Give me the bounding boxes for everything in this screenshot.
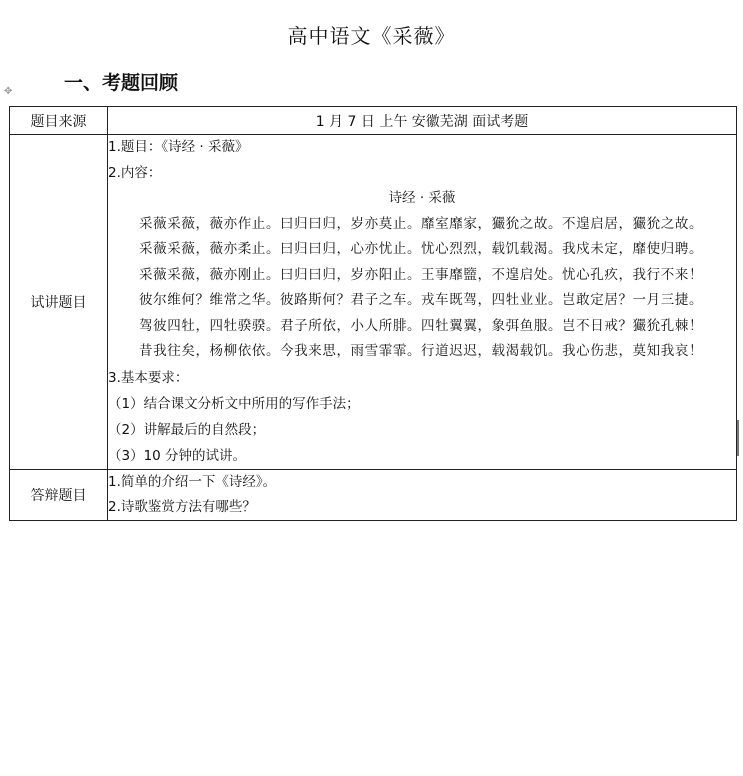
requirement-item: （3）10 分钟的试讲。 [108, 447, 247, 464]
debate-label: 答辩题目 [10, 469, 108, 520]
exam-table [9, 106, 737, 521]
requirement-item: （1）结合课文分析文中所用的写作手法； [108, 395, 360, 412]
debate-question: 1.简单的介绍一下《诗经》。 [108, 473, 277, 490]
scroll-marker [737, 420, 739, 456]
section-heading: 一、考题回顾 [64, 72, 179, 94]
trial-label: 试讲题目 [10, 135, 108, 470]
poem-stanza: 采薇采薇，薇亦作止。曰归曰归，岁亦莫止。靡室靡家，玁狁之故。不遑启居，玁狁之故。 [139, 215, 704, 232]
document-title: 高中语文《采薇》 [287, 24, 456, 48]
poem-stanza: 驾彼四牡，四牡骙骙。君子所依，小人所腓。四牡翼翼，象弭鱼服。岂不日戒？玁狁孔棘！ [139, 317, 704, 334]
requirements-heading: 3.基本要求： [108, 369, 189, 386]
topic-line: 1.题目：《诗经 · 采薇》 [108, 139, 249, 155]
debate-content [108, 469, 737, 520]
poem-stanza: 采薇采薇，薇亦刚止。曰归曰归，岁亦阳止。王事靡盬，不遑启处。忧心孔疚，我行不来！ [139, 266, 704, 283]
poem-stanza: 采薇采薇，薇亦柔止。曰归曰归，心亦忧止。忧心烈烈，载饥载渴。我戍未定，靡使归聘。 [139, 241, 704, 257]
poem-stanza: 昔我往矣，杨柳依依。今我来思，雨雪霏霏。行道迟迟，载渴载饥。我心伤悲，莫知我哀！ [139, 343, 704, 359]
source-value: 1 月 7 日 上午 安徽芜湖 面试考题 [108, 107, 737, 135]
debate-row [10, 469, 737, 520]
poem-stanza: 彼尔维何？维常之华。彼路斯何？君子之车。戎车既驾，四牡业业。岂敢定居？一月三捷。 [139, 292, 704, 308]
anchor-mark-icon: ✥ [4, 86, 13, 97]
source-label: 题目来源 [10, 107, 108, 135]
requirement-item: （2）讲解最后的自然段； [108, 421, 266, 438]
trial-content [108, 135, 737, 470]
content-label: 2.内容： [108, 164, 162, 181]
trial-row [10, 135, 737, 470]
debate-question: 2.诗歌鉴赏方法有哪些？ [108, 498, 256, 515]
poem-title: 诗经 · 采薇 [388, 190, 456, 206]
source-row [10, 107, 737, 135]
